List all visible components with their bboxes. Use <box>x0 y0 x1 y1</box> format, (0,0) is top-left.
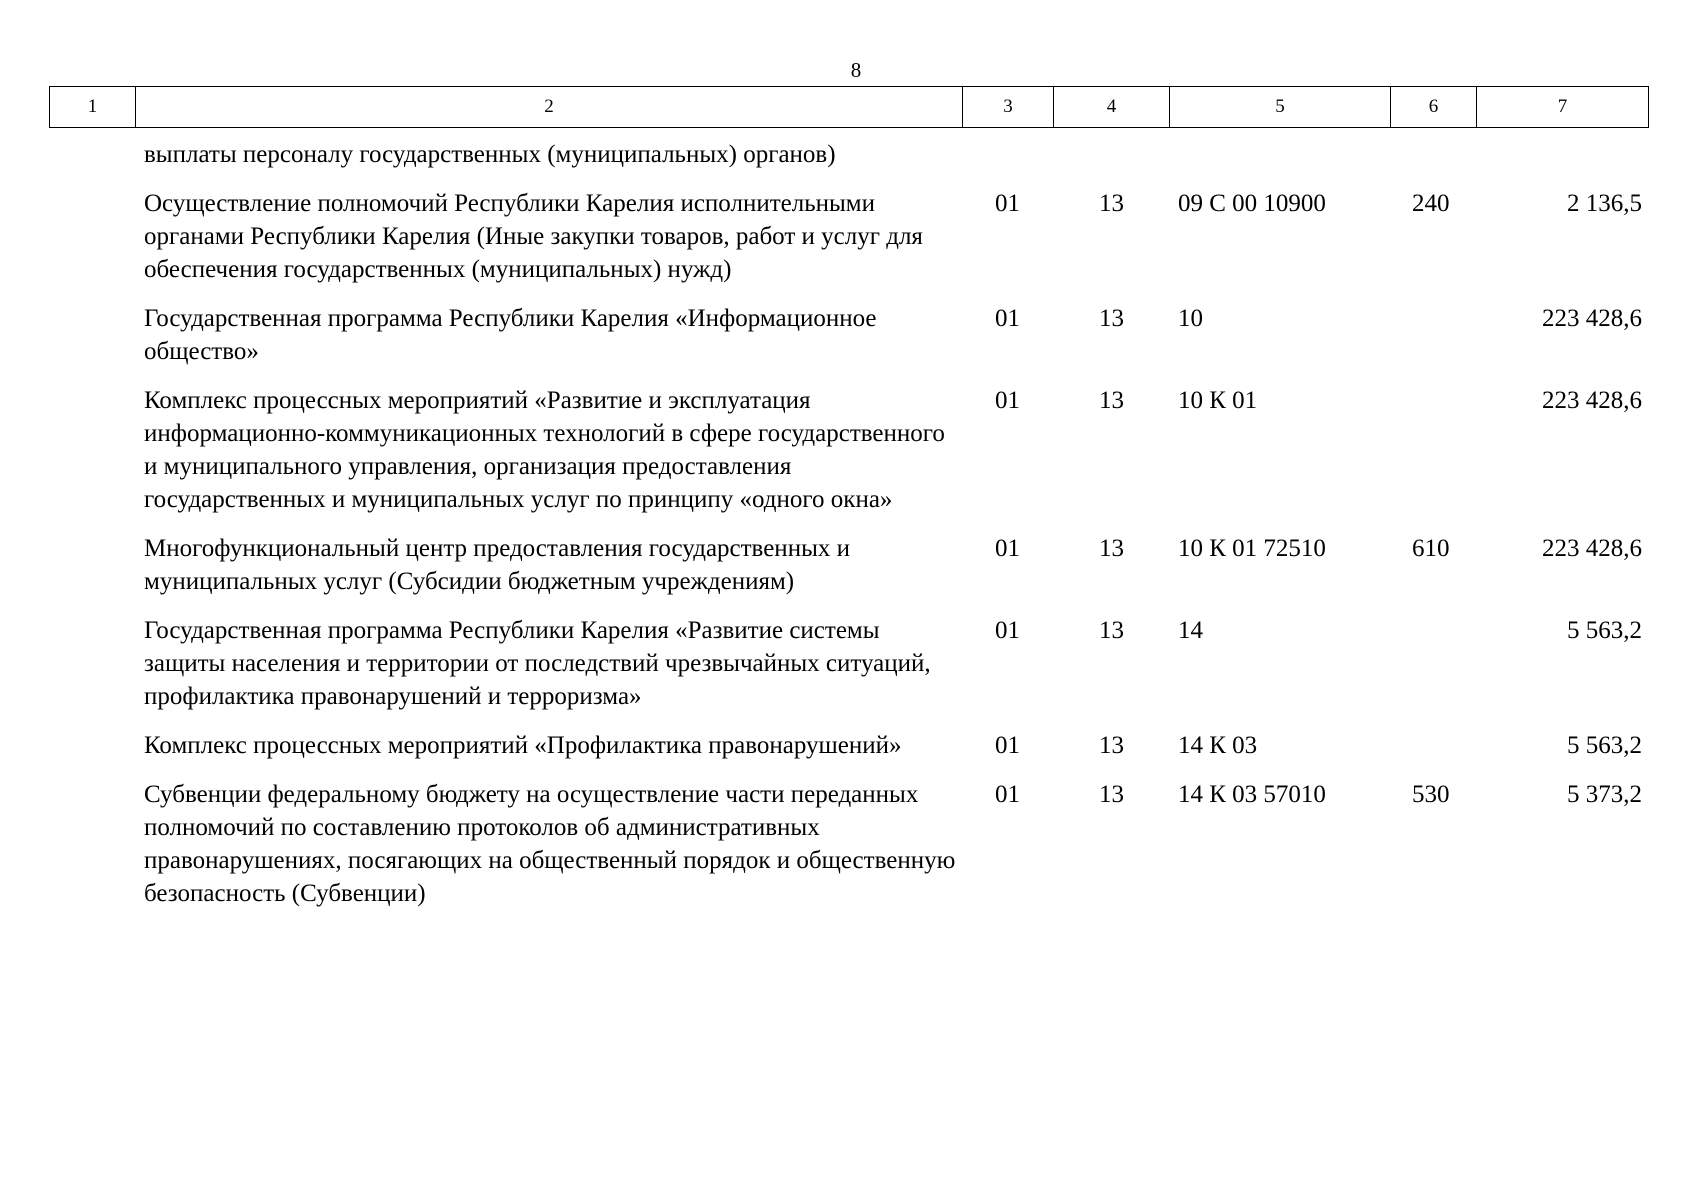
row-amount: 5 563,2 <box>1567 617 1642 644</box>
row-expense-type: 610 <box>1412 535 1450 562</box>
row-subsection: 13 <box>1099 535 1124 562</box>
page-number: 8 <box>850 58 862 82</box>
row-subsection: 13 <box>1099 190 1124 217</box>
row-amount: 5 373,2 <box>1567 781 1642 808</box>
row-section: 01 <box>995 617 1020 644</box>
row-amount: 223 428,6 <box>1542 305 1642 332</box>
row-target-article: 10 К 01 <box>1178 387 1258 414</box>
header-col-5: 5 <box>1170 87 1391 127</box>
row-amount: 5 563,2 <box>1567 732 1642 759</box>
row-expense-type: 530 <box>1412 781 1450 808</box>
row-description: Государственная программа Республики Карелия «Развитие системы защиты населения и территории от последствий чрезвычайных ситуаций, профилактика правонарушений и терроризма» <box>144 617 931 710</box>
row-target-article: 09 С 00 10900 <box>1178 190 1326 217</box>
row-expense-type: 240 <box>1412 190 1450 217</box>
row-subsection: 13 <box>1099 781 1124 808</box>
row-target-article: 14 К 03 57010 <box>1178 781 1326 808</box>
table-body <box>0 138 1697 926</box>
row-section: 01 <box>995 190 1020 217</box>
header-col-3: 3 <box>963 87 1054 127</box>
row-subsection: 13 <box>1099 387 1124 414</box>
row-target-article: 10 К 01 72510 <box>1178 535 1326 562</box>
header-col-6: 6 <box>1391 87 1477 127</box>
row-target-article: 10 <box>1178 305 1203 332</box>
table-row <box>0 187 1697 286</box>
table-row <box>0 532 1697 598</box>
row-description: Осуществление полномочий Республики Карелия исполнительными органами Республики Карелия (Иные закупки товаров, работ и услуг для обеспечения государственных (муниципальных) нужд) <box>144 190 923 283</box>
row-description: выплаты персоналу государственных (муниципальных) органов) <box>144 141 836 168</box>
table-row <box>0 729 1697 762</box>
row-amount: 2 136,5 <box>1567 190 1642 217</box>
table-row <box>0 138 1697 171</box>
table-row <box>0 302 1697 368</box>
row-description: Многофункциональный центр предоставления государственных и муниципальных услуг (Субсидии бюджетным учреждениям) <box>144 535 850 595</box>
row-section: 01 <box>995 781 1020 808</box>
row-subsection: 13 <box>1099 617 1124 644</box>
row-section: 01 <box>995 535 1020 562</box>
row-description: Комплекс процессных мероприятий «Профилактика правонарушений» <box>144 732 902 759</box>
row-amount: 223 428,6 <box>1542 387 1642 414</box>
row-section: 01 <box>995 732 1020 759</box>
row-description: Государственная программа Республики Карелия «Информационное общество» <box>144 305 877 365</box>
row-target-article: 14 <box>1178 617 1203 644</box>
row-subsection: 13 <box>1099 305 1124 332</box>
row-description: Субвенции федеральному бюджету на осуществление части переданных полномочий по составлению протоколов об административных правонарушениях, посягающих на общественный порядок и общественную безопасность (Субвенции) <box>144 781 956 907</box>
row-description: Комплекс процессных мероприятий «Развитие и эксплуатация информационно-коммуникационных технологий в сфере государственного и муниципального управления, организация предоставления государственных и муниципальных услуг по принципу «одного окна» <box>144 387 945 513</box>
header-col-7: 7 <box>1557 96 1568 117</box>
row-amount: 223 428,6 <box>1542 535 1642 562</box>
row-section: 01 <box>995 305 1020 332</box>
table-row <box>0 778 1697 910</box>
row-target-article: 14 К 03 <box>1178 732 1258 759</box>
table-header <box>49 86 1649 128</box>
header-col-4: 4 <box>1054 87 1170 127</box>
table-row <box>0 614 1697 713</box>
table-row <box>0 384 1697 516</box>
header-col-2: 2 <box>136 87 963 127</box>
row-section: 01 <box>995 387 1020 414</box>
header-col-1: 1 <box>50 87 136 127</box>
row-subsection: 13 <box>1099 732 1124 759</box>
